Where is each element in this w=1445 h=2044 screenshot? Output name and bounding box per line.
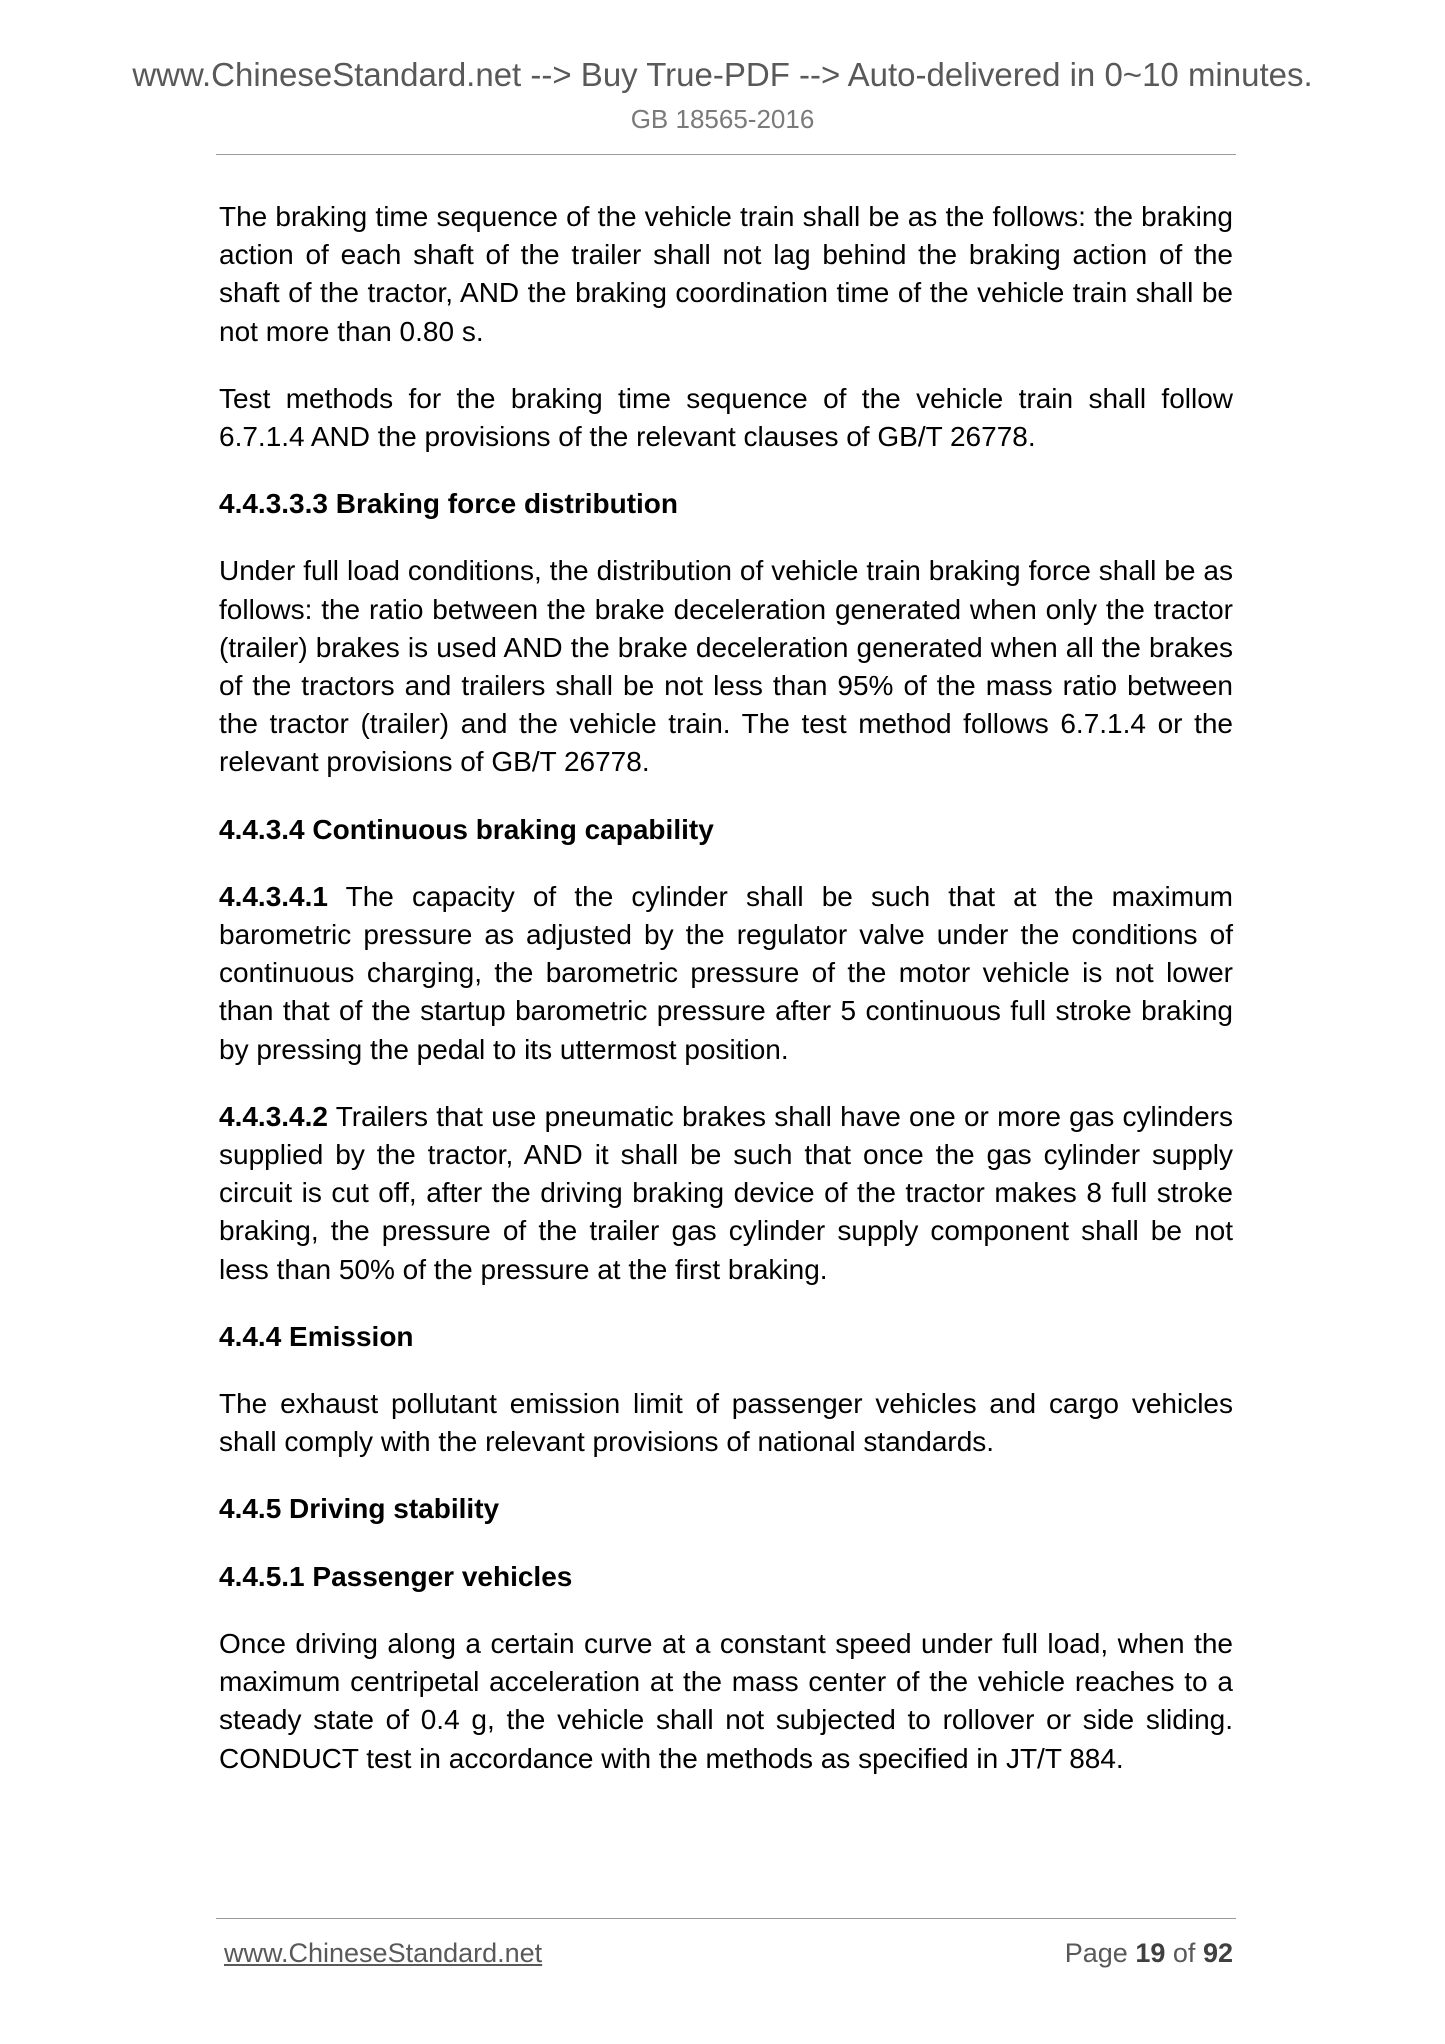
heading-passenger-vehicles: 4.4.5.1 Passenger vehicles — [219, 1560, 573, 1592]
header-banner: www.ChineseStandard.net --> Buy True-PDF --> Auto-delivered in 0~10 minutes. — [132, 56, 1313, 93]
footer-site-link[interactable]: www.ChineseStandard.net — [224, 1938, 543, 1968]
heading-driving-stability: 4.4.5 Driving stability — [219, 1493, 500, 1525]
paragraph-braking-force-distribution: Under full load conditions, the distribution of vehicle train braking force shall be as follows: the ratio between the brake deceleration generated when only the tractor (trailer) brakes is used AND the brake deceleration generated when all the brakes of the tractors and trailers shall be not less than 95% of the mass ratio between the tractor (trailer) and the vehicle train. The test method follows 6.7.1.4 or the relevant provisions of GB/T 26778. — [219, 555, 1233, 778]
clause-text: Trailers that use pneumatic brakes shall have one or more gas cylinders supplied by the tractor, AND it shall be such that once the gas cylinder supply circuit is cut off, after the driving braking device of the tractor makes 8 full stroke braking, the pressure of the trailer gas cylinder supply component shall be not less than 50% of the pressure at the first braking. — [219, 1100, 1233, 1285]
page-total: 92 — [1202, 1938, 1233, 1968]
paragraph-passenger-vehicles: Once driving along a certain curve at a constant speed under full load, when the maximum centripetal acceleration at the mass center of the vehicle reaches to a steady state of 0.4 g, the vehicle shall not subjected to rollover or side sliding. CONDUCT test in accordance with the methods as specified in JT/T 884. — [219, 1627, 1233, 1774]
page-current: 19 — [1135, 1938, 1166, 1968]
clause-number: 4.4.3.4.1 — [219, 880, 328, 912]
footer-divider — [216, 1918, 1236, 1919]
heading-continuous-braking: 4.4.3.4 Continuous braking capability — [219, 813, 714, 845]
page-word: Page — [1064, 1938, 1128, 1968]
clause-text: The capacity of the cylinder shall be such that at the maximum barometric pressure as adjusted by the regulator valve under the conditions of continuous charging, the barometric pressure of the motor vehicle is not lower than that of the startup barometric pressure after 5 continuous full stroke braking by pressing the pedal to its uttermost position. — [219, 880, 1233, 1065]
clause-4-4-3-4-2 — [219, 1098, 1233, 1289]
paragraph-braking-time-sequence: The braking time sequence of the vehicle train shall be as the follows: the braking action of each shaft of the trailer shall not lag behind the braking action of the shaft of the tractor, AND the braking coordination time of the vehicle train shall be not more than 0.80 s. — [219, 201, 1233, 347]
clause-4-4-3-4-1 — [219, 878, 1233, 1069]
paragraph-emission: The exhaust pollutant emission limit of passenger vehicles and cargo vehicles shall comply with the relevant provisions of national standards. — [219, 1388, 1233, 1458]
paragraph-test-methods: Test methods for the braking time sequence of the vehicle train shall follow 6.7.1.4 AND the provisions of the relevant clauses of GB/T 26778. — [219, 382, 1233, 453]
header-divider — [216, 154, 1236, 155]
page-body — [219, 198, 1233, 1807]
heading-emission: 4.4.4 Emission — [219, 1320, 414, 1352]
clause-number: 4.4.3.4.2 — [219, 1100, 328, 1132]
page-indicator — [1065, 1938, 1233, 1969]
heading-braking-force-distribution: 4.4.3.3.3 Braking force distribution — [219, 488, 679, 520]
standard-code: GB 18565-2016 — [630, 104, 815, 134]
page-of: of — [1172, 1938, 1196, 1968]
